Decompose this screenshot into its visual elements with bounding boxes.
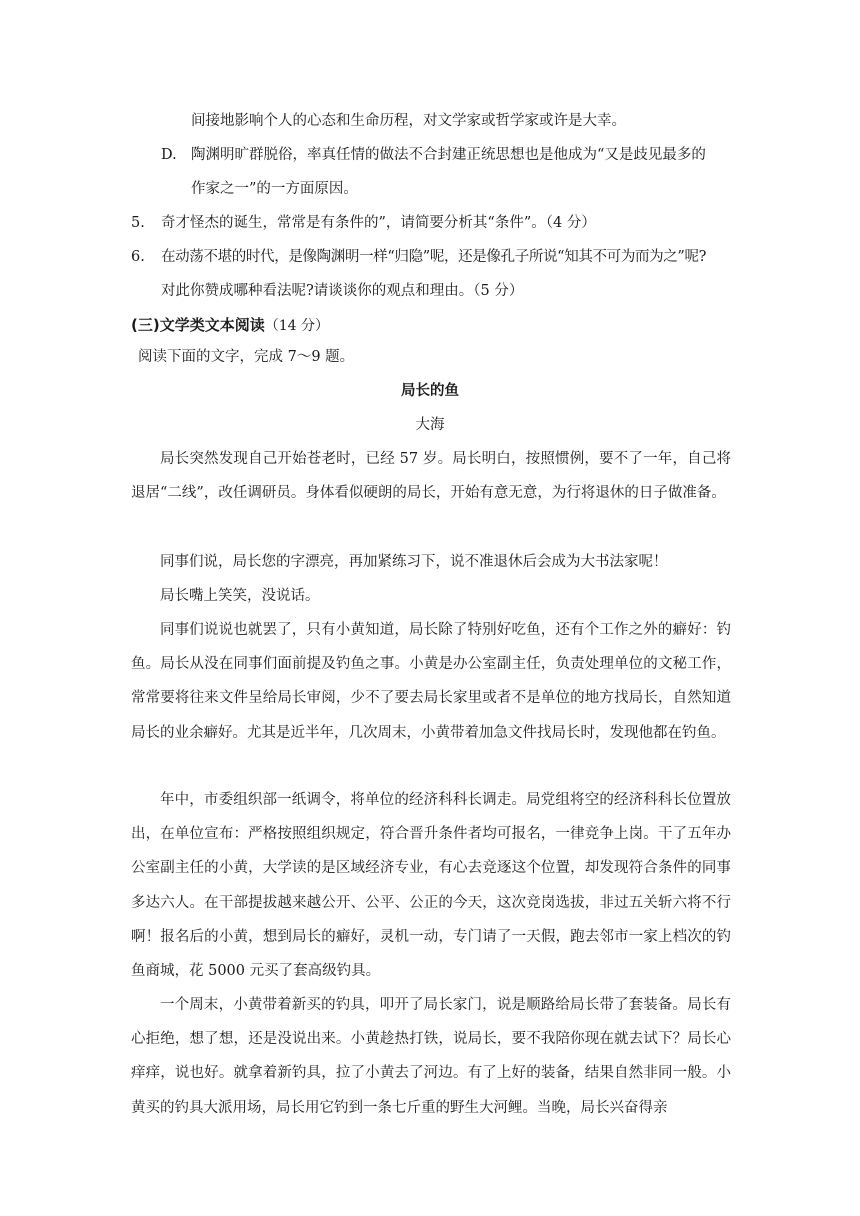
option-d-text-line1: 陶渊明旷群脱俗，率真任情的做法不合封建正统思想也是他成为“又是歧见最多的	[191, 147, 706, 163]
story-paragraph-4: 同事们说说也就罢了，只有小黄知道，局长除了特别好吃鱼，还有个工作之外的癖好：钓鱼。局长从没在同事们面前提及钓鱼之事。小黄是办公室副主任，负责处理单位的文秘工作，常常要将往来文件呈给局长审阅，少不了要去局长家里或者不是单位的地方找局长，自然知道局长的业余癖好。尤其是近半年，几次周末，小黄带着加急文件找局长时，发现他都在钓鱼。	[131, 622, 731, 741]
story-paragraph-2: 同事们说，局长您的字漂亮，再加紧练习下，说不准退休后会成为大书法家呢！	[160, 554, 668, 570]
section-instruction: 阅读下面的文字，完成 7～9 题。	[138, 349, 355, 365]
section-title: (三)文学类文本阅读	[131, 316, 265, 334]
story-title: 局长的鱼	[401, 383, 459, 399]
story-paragraph-6: 一个周末，小黄带着新买的钓具，叩开了局长家门，说是顺路给局长带了套装备。局长有心拒绝，想了想，还是没说出来。小黄趁热打铁，说局长，要不我陪你现在就去试下？局长心痒痒，说也好。就拿着新钓具，拉了小黄去了河边。有了上好的装备，结果自然非同一般。小黄买的钓具大派用场，局长用它钓到一条七斤重的野生大河鲤。当晚，局长兴奋得亲	[131, 997, 731, 1116]
question-5-number: 5.	[131, 215, 145, 231]
question-6-text-line1: 在动荡不堪的时代，是像陶渊明一样“归隐”呢，还是像孔子所说“知其不可为而为之”呢?	[161, 249, 707, 265]
option-d-label: D.	[161, 147, 177, 163]
option-d-text-line2: 作家之一”的一方面原因。	[191, 181, 358, 197]
question-6-number: 6.	[131, 249, 145, 265]
question-5-text: 奇才怪杰的诞生，常常是有条件的”，请简要分析其“条件”。（4 分）	[161, 215, 596, 231]
question-6-text-line2: 对此你赞成哪种看法呢?请谈谈你的观点和理由。（5 分）	[161, 283, 524, 299]
section-score: （14 分）	[264, 318, 329, 334]
section-heading	[131, 315, 329, 336]
story-author: 大海	[415, 417, 445, 433]
story-paragraph-5: 年中，市委组织部一纸调令，将单位的经济科科长调走。局党组将空的经济科科长位置放出，在单位宣布：严格按照组织规定，符合晋升条件者均可报名，一律竞争上岗。干了五年办公室副主任的小黄，大学读的是区域经济专业，有心去竞逐这个位置，却发现符合条件的同事多达六人。在干部提拔越来越公开、公平、公正的今天，这次竞岗选拔，非过五关斩六将不行啊！报名后的小黄，想到局长的癖好，灵机一动，专门请了一天假，跑去邻市一家上档次的钓鱼商城，花 5000 元买了套高级钓具。	[131, 792, 731, 980]
story-paragraph-1: 局长突然发现自己开始苍老时，已经 57 岁。局长明白，按照惯例，要不了一年，自己将退居“二线”，改任调研员。身体看似硬朗的局长，开始有意无意，为行将退休的日子做准备。	[131, 451, 731, 502]
story-paragraph-3: 局长嘴上笑笑，没说话。	[160, 588, 320, 604]
option-c-continuation: 间接地影响个人的心态和生命历程，对文学家或哲学家或许是大幸。	[191, 113, 626, 129]
